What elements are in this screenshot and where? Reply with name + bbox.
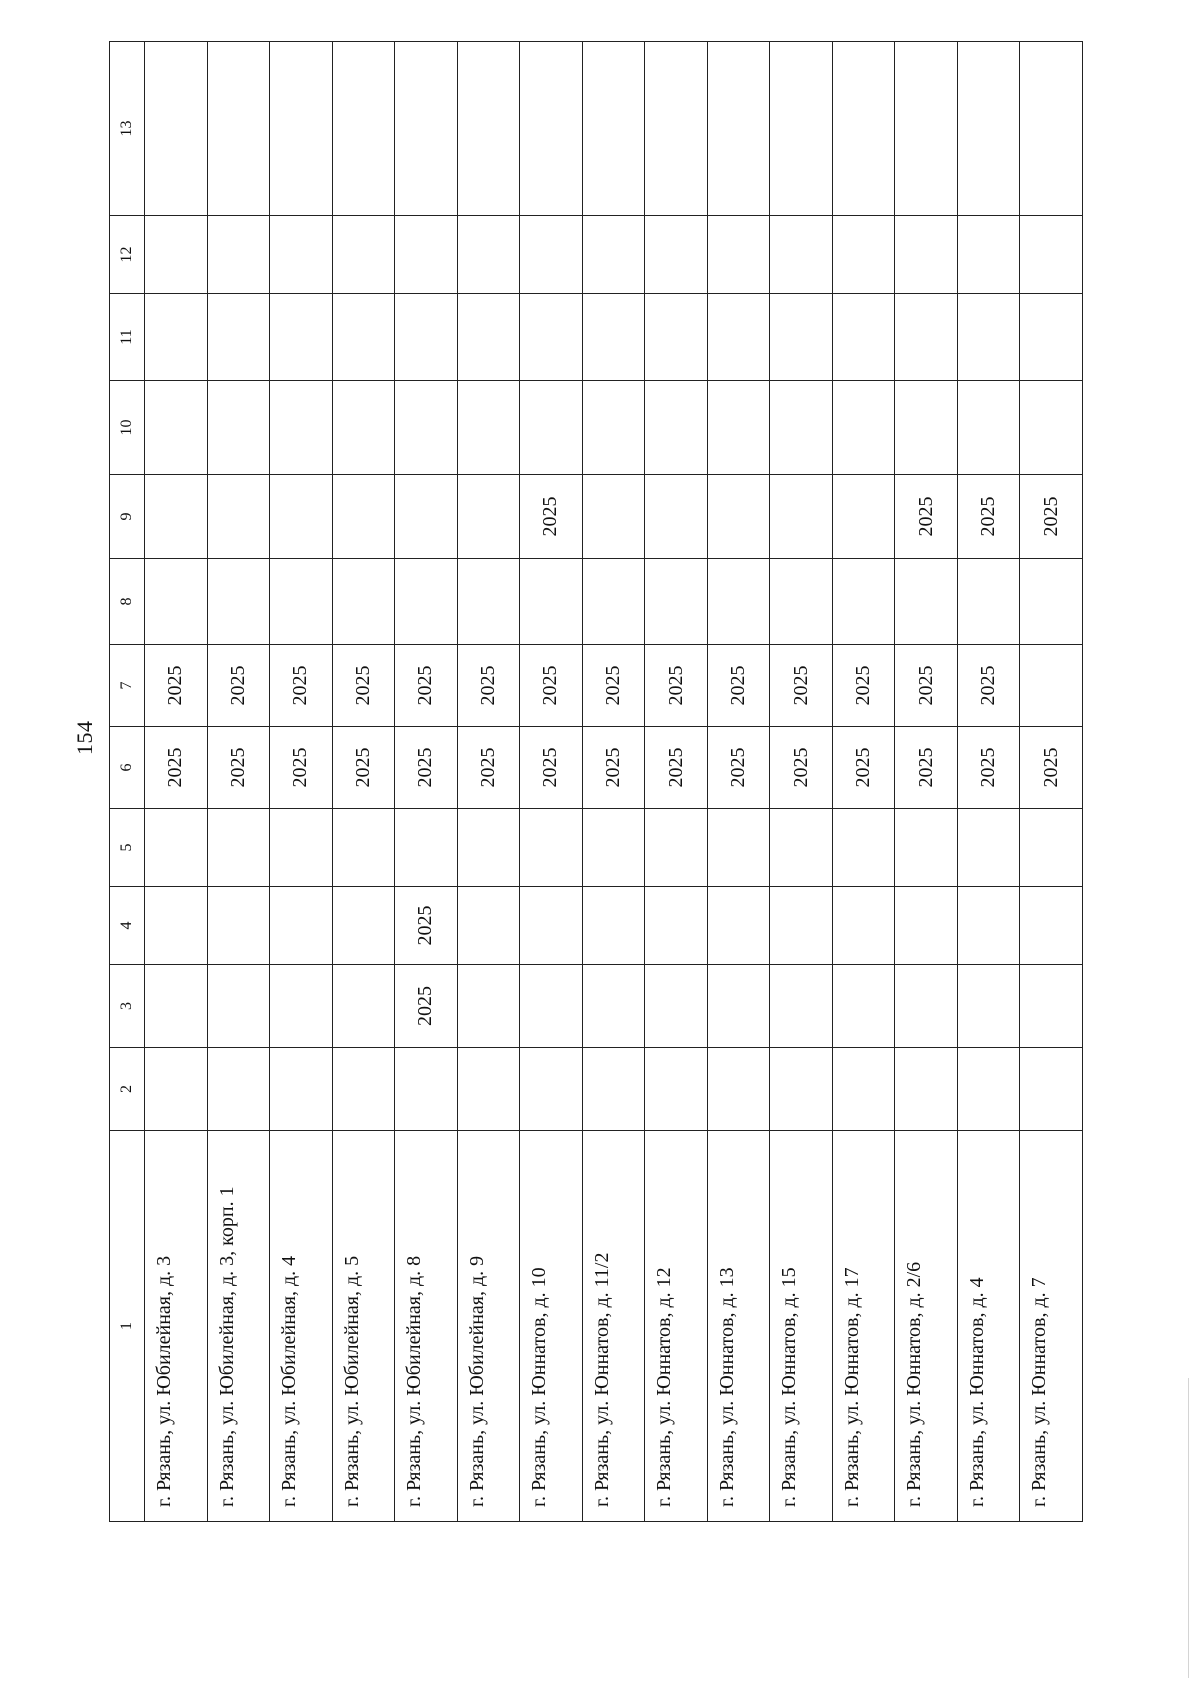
column-header-10: 10 xyxy=(110,381,145,475)
year-cell-col-8 xyxy=(270,559,333,645)
year-cell-col-8 xyxy=(145,559,208,645)
year-cell-col-6: 2025 xyxy=(207,727,270,809)
year-cell-col-8 xyxy=(957,559,1020,645)
year-cell-col-4 xyxy=(832,887,895,965)
year-cell-col-7: 2025 xyxy=(520,645,583,727)
year-cell-col-4 xyxy=(270,887,333,965)
year-cell-col-7: 2025 xyxy=(770,645,833,727)
year-cell-col-12 xyxy=(332,216,395,294)
year-cell-col-5 xyxy=(207,809,270,887)
year-cell-col-11 xyxy=(520,294,583,381)
year-cell-col-3 xyxy=(957,965,1020,1048)
year-cell-col-2 xyxy=(207,1048,270,1131)
table-row xyxy=(145,42,208,1522)
year-cell-col-2 xyxy=(707,1048,770,1131)
address-cell: г. Рязань, ул. Юбилейная, д. 3 xyxy=(145,1131,208,1522)
year-cell-col-5 xyxy=(457,809,520,887)
year-cell-col-12 xyxy=(895,216,958,294)
year-cell-col-9 xyxy=(645,475,708,559)
year-cell-col-9 xyxy=(145,475,208,559)
table-row xyxy=(707,42,770,1522)
year-cell-col-5 xyxy=(645,809,708,887)
year-cell-col-6: 2025 xyxy=(582,727,645,809)
table-row xyxy=(457,42,520,1522)
year-cell-col-8 xyxy=(707,559,770,645)
year-cell-col-11 xyxy=(645,294,708,381)
column-header-12: 12 xyxy=(110,216,145,294)
year-cell-col-13 xyxy=(457,42,520,216)
year-cell-col-6: 2025 xyxy=(1020,727,1083,809)
year-cell-col-10 xyxy=(1020,381,1083,475)
year-cell-col-2 xyxy=(270,1048,333,1131)
address-cell: г. Рязань, ул. Юбилейная, д. 8 xyxy=(395,1131,458,1522)
table-row xyxy=(207,42,270,1522)
year-cell-col-3 xyxy=(582,965,645,1048)
year-cell-col-10 xyxy=(895,381,958,475)
year-cell-col-4 xyxy=(582,887,645,965)
year-cell-col-6: 2025 xyxy=(957,727,1020,809)
year-cell-col-3 xyxy=(770,965,833,1048)
year-cell-col-9 xyxy=(770,475,833,559)
year-cell-col-7: 2025 xyxy=(645,645,708,727)
year-cell-col-8 xyxy=(645,559,708,645)
register-table xyxy=(109,41,1083,1522)
year-cell-col-6: 2025 xyxy=(707,727,770,809)
year-cell-col-10 xyxy=(270,381,333,475)
year-cell-col-5 xyxy=(145,809,208,887)
year-cell-col-2 xyxy=(957,1048,1020,1131)
year-cell-col-5 xyxy=(332,809,395,887)
year-cell-col-9 xyxy=(332,475,395,559)
year-cell-col-5 xyxy=(270,809,333,887)
year-cell-col-3 xyxy=(457,965,520,1048)
year-cell-col-13 xyxy=(770,42,833,216)
register-table-rotated xyxy=(109,42,1083,1522)
year-cell-col-12 xyxy=(145,216,208,294)
table-row xyxy=(645,42,708,1522)
table-row xyxy=(832,42,895,1522)
year-cell-col-13 xyxy=(582,42,645,216)
year-cell-col-8 xyxy=(332,559,395,645)
year-cell-col-12 xyxy=(207,216,270,294)
year-cell-col-2 xyxy=(332,1048,395,1131)
address-cell: г. Рязань, ул. Юннатов, д. 12 xyxy=(645,1131,708,1522)
year-cell-col-10 xyxy=(457,381,520,475)
year-cell-col-12 xyxy=(832,216,895,294)
year-cell-col-3: 2025 xyxy=(395,965,458,1048)
year-cell-col-2 xyxy=(145,1048,208,1131)
year-cell-col-7: 2025 xyxy=(582,645,645,727)
year-cell-col-2 xyxy=(895,1048,958,1131)
year-cell-col-11 xyxy=(1020,294,1083,381)
year-cell-col-13 xyxy=(395,42,458,216)
year-cell-col-8 xyxy=(395,559,458,645)
year-cell-col-9 xyxy=(707,475,770,559)
year-cell-col-12 xyxy=(270,216,333,294)
year-cell-col-9 xyxy=(395,475,458,559)
year-cell-col-4 xyxy=(645,887,708,965)
year-cell-col-5 xyxy=(895,809,958,887)
year-cell-col-11 xyxy=(145,294,208,381)
year-cell-col-2 xyxy=(645,1048,708,1131)
year-cell-col-13 xyxy=(332,42,395,216)
address-cell: г. Рязань, ул. Юннатов, д. 2/6 xyxy=(895,1131,958,1522)
year-cell-col-7: 2025 xyxy=(832,645,895,727)
year-cell-col-5 xyxy=(520,809,583,887)
year-cell-col-10 xyxy=(395,381,458,475)
column-header-6: 6 xyxy=(110,727,145,809)
year-cell-col-8 xyxy=(832,559,895,645)
year-cell-col-12 xyxy=(582,216,645,294)
year-cell-col-7: 2025 xyxy=(145,645,208,727)
year-cell-col-12 xyxy=(520,216,583,294)
year-cell-col-13 xyxy=(207,42,270,216)
year-cell-col-5 xyxy=(582,809,645,887)
year-cell-col-10 xyxy=(770,381,833,475)
address-cell: г. Рязань, ул. Юннатов, д. 7 xyxy=(1020,1131,1083,1522)
year-cell-col-9 xyxy=(457,475,520,559)
year-cell-col-6: 2025 xyxy=(645,727,708,809)
year-cell-col-7 xyxy=(1020,645,1083,727)
year-cell-col-7: 2025 xyxy=(457,645,520,727)
year-cell-col-5 xyxy=(707,809,770,887)
address-cell: г. Рязань, ул. Юннатов, д. 4 xyxy=(957,1131,1020,1522)
year-cell-col-2 xyxy=(395,1048,458,1131)
year-cell-col-3 xyxy=(520,965,583,1048)
year-cell-col-10 xyxy=(520,381,583,475)
table-row xyxy=(957,42,1020,1522)
year-cell-col-9 xyxy=(207,475,270,559)
column-header-8: 8 xyxy=(110,559,145,645)
year-cell-col-12 xyxy=(770,216,833,294)
year-cell-col-13 xyxy=(645,42,708,216)
year-cell-col-5 xyxy=(770,809,833,887)
year-cell-col-3 xyxy=(645,965,708,1048)
year-cell-col-3 xyxy=(332,965,395,1048)
year-cell-col-7: 2025 xyxy=(895,645,958,727)
year-cell-col-6: 2025 xyxy=(395,727,458,809)
year-cell-col-8 xyxy=(457,559,520,645)
column-header-2: 2 xyxy=(110,1048,145,1131)
year-cell-col-3 xyxy=(707,965,770,1048)
year-cell-col-3 xyxy=(270,965,333,1048)
address-cell: г. Рязань, ул. Юбилейная, д. 4 xyxy=(270,1131,333,1522)
year-cell-col-11 xyxy=(957,294,1020,381)
year-cell-col-7: 2025 xyxy=(395,645,458,727)
address-cell: г. Рязань, ул. Юннатов, д. 13 xyxy=(707,1131,770,1522)
column-header-9: 9 xyxy=(110,475,145,559)
address-cell: г. Рязань, ул. Юннатов, д. 17 xyxy=(832,1131,895,1522)
table-row xyxy=(895,42,958,1522)
column-header-1: 1 xyxy=(110,1131,145,1522)
table-row xyxy=(395,42,458,1522)
year-cell-col-4 xyxy=(707,887,770,965)
year-cell-col-11 xyxy=(207,294,270,381)
address-cell: г. Рязань, ул. Юбилейная, д. 5 xyxy=(332,1131,395,1522)
year-cell-col-4 xyxy=(1020,887,1083,965)
year-cell-col-9 xyxy=(832,475,895,559)
column-header-4: 4 xyxy=(110,887,145,965)
year-cell-col-12 xyxy=(707,216,770,294)
year-cell-col-2 xyxy=(1020,1048,1083,1131)
year-cell-col-13 xyxy=(145,42,208,216)
year-cell-col-13 xyxy=(707,42,770,216)
year-cell-col-11 xyxy=(770,294,833,381)
year-cell-col-9: 2025 xyxy=(957,475,1020,559)
year-cell-col-4 xyxy=(770,887,833,965)
year-cell-col-8 xyxy=(770,559,833,645)
year-cell-col-11 xyxy=(457,294,520,381)
year-cell-col-5 xyxy=(1020,809,1083,887)
year-cell-col-4 xyxy=(145,887,208,965)
year-cell-col-2 xyxy=(520,1048,583,1131)
year-cell-col-7: 2025 xyxy=(332,645,395,727)
address-cell: г. Рязань, ул. Юбилейная, д. 3, корп. 1 xyxy=(207,1131,270,1522)
year-cell-col-12 xyxy=(457,216,520,294)
year-cell-col-13 xyxy=(895,42,958,216)
address-cell: г. Рязань, ул. Юннатов, д. 10 xyxy=(520,1131,583,1522)
year-cell-col-2 xyxy=(832,1048,895,1131)
year-cell-col-11 xyxy=(582,294,645,381)
year-cell-col-10 xyxy=(645,381,708,475)
year-cell-col-6: 2025 xyxy=(457,727,520,809)
year-cell-col-2 xyxy=(457,1048,520,1131)
page-number: 154 xyxy=(72,720,97,755)
year-cell-col-9 xyxy=(270,475,333,559)
year-cell-col-5 xyxy=(395,809,458,887)
year-cell-col-6: 2025 xyxy=(520,727,583,809)
year-cell-col-11 xyxy=(707,294,770,381)
year-cell-col-10 xyxy=(832,381,895,475)
year-cell-col-7: 2025 xyxy=(207,645,270,727)
year-cell-col-2 xyxy=(582,1048,645,1131)
year-cell-col-11 xyxy=(395,294,458,381)
year-cell-col-10 xyxy=(145,381,208,475)
year-cell-col-12 xyxy=(645,216,708,294)
year-cell-col-2 xyxy=(770,1048,833,1131)
column-header-13: 13 xyxy=(110,42,145,216)
year-cell-col-6: 2025 xyxy=(145,727,208,809)
year-cell-col-10 xyxy=(957,381,1020,475)
year-cell-col-4 xyxy=(207,887,270,965)
scan-artifact-line xyxy=(1188,1378,1189,1678)
year-cell-col-5 xyxy=(957,809,1020,887)
year-cell-col-10 xyxy=(582,381,645,475)
address-cell: г. Рязань, ул. Юннатов, д. 11/2 xyxy=(582,1131,645,1522)
year-cell-col-13 xyxy=(520,42,583,216)
year-cell-col-13 xyxy=(957,42,1020,216)
table-row xyxy=(1020,42,1083,1522)
year-cell-col-3 xyxy=(207,965,270,1048)
year-cell-col-9: 2025 xyxy=(520,475,583,559)
year-cell-col-9: 2025 xyxy=(895,475,958,559)
year-cell-col-5 xyxy=(832,809,895,887)
year-cell-col-11 xyxy=(832,294,895,381)
year-cell-col-10 xyxy=(707,381,770,475)
year-cell-col-6: 2025 xyxy=(770,727,833,809)
year-cell-col-11 xyxy=(332,294,395,381)
year-cell-col-8 xyxy=(207,559,270,645)
year-cell-col-4 xyxy=(895,887,958,965)
year-cell-col-4: 2025 xyxy=(395,887,458,965)
year-cell-col-4 xyxy=(520,887,583,965)
table-row xyxy=(582,42,645,1522)
year-cell-col-12 xyxy=(957,216,1020,294)
table-body xyxy=(145,42,1083,1522)
year-cell-col-3 xyxy=(832,965,895,1048)
year-cell-col-6: 2025 xyxy=(332,727,395,809)
table-row xyxy=(520,42,583,1522)
column-header-3: 3 xyxy=(110,965,145,1048)
year-cell-col-8 xyxy=(895,559,958,645)
year-cell-col-9 xyxy=(582,475,645,559)
header-row xyxy=(110,42,145,1522)
year-cell-col-4 xyxy=(457,887,520,965)
year-cell-col-7: 2025 xyxy=(957,645,1020,727)
year-cell-col-13 xyxy=(1020,42,1083,216)
table-row xyxy=(332,42,395,1522)
year-cell-col-6: 2025 xyxy=(270,727,333,809)
address-cell: г. Рязань, ул. Юннатов, д. 15 xyxy=(770,1131,833,1522)
year-cell-col-4 xyxy=(332,887,395,965)
year-cell-col-13 xyxy=(832,42,895,216)
year-cell-col-11 xyxy=(270,294,333,381)
year-cell-col-13 xyxy=(270,42,333,216)
column-header-11: 11 xyxy=(110,294,145,381)
address-cell: г. Рязань, ул. Юбилейная, д. 9 xyxy=(457,1131,520,1522)
year-cell-col-7: 2025 xyxy=(270,645,333,727)
year-cell-col-7: 2025 xyxy=(707,645,770,727)
year-cell-col-6: 2025 xyxy=(832,727,895,809)
year-cell-col-8 xyxy=(1020,559,1083,645)
year-cell-col-12 xyxy=(395,216,458,294)
year-cell-col-8 xyxy=(582,559,645,645)
year-cell-col-10 xyxy=(332,381,395,475)
year-cell-col-4 xyxy=(957,887,1020,965)
year-cell-col-9: 2025 xyxy=(1020,475,1083,559)
year-cell-col-3 xyxy=(895,965,958,1048)
year-cell-col-12 xyxy=(1020,216,1083,294)
year-cell-col-8 xyxy=(520,559,583,645)
year-cell-col-3 xyxy=(1020,965,1083,1048)
column-header-7: 7 xyxy=(110,645,145,727)
table-row xyxy=(270,42,333,1522)
year-cell-col-11 xyxy=(895,294,958,381)
year-cell-col-3 xyxy=(145,965,208,1048)
table-row xyxy=(770,42,833,1522)
year-cell-col-6: 2025 xyxy=(895,727,958,809)
year-cell-col-10 xyxy=(207,381,270,475)
column-header-5: 5 xyxy=(110,809,145,887)
